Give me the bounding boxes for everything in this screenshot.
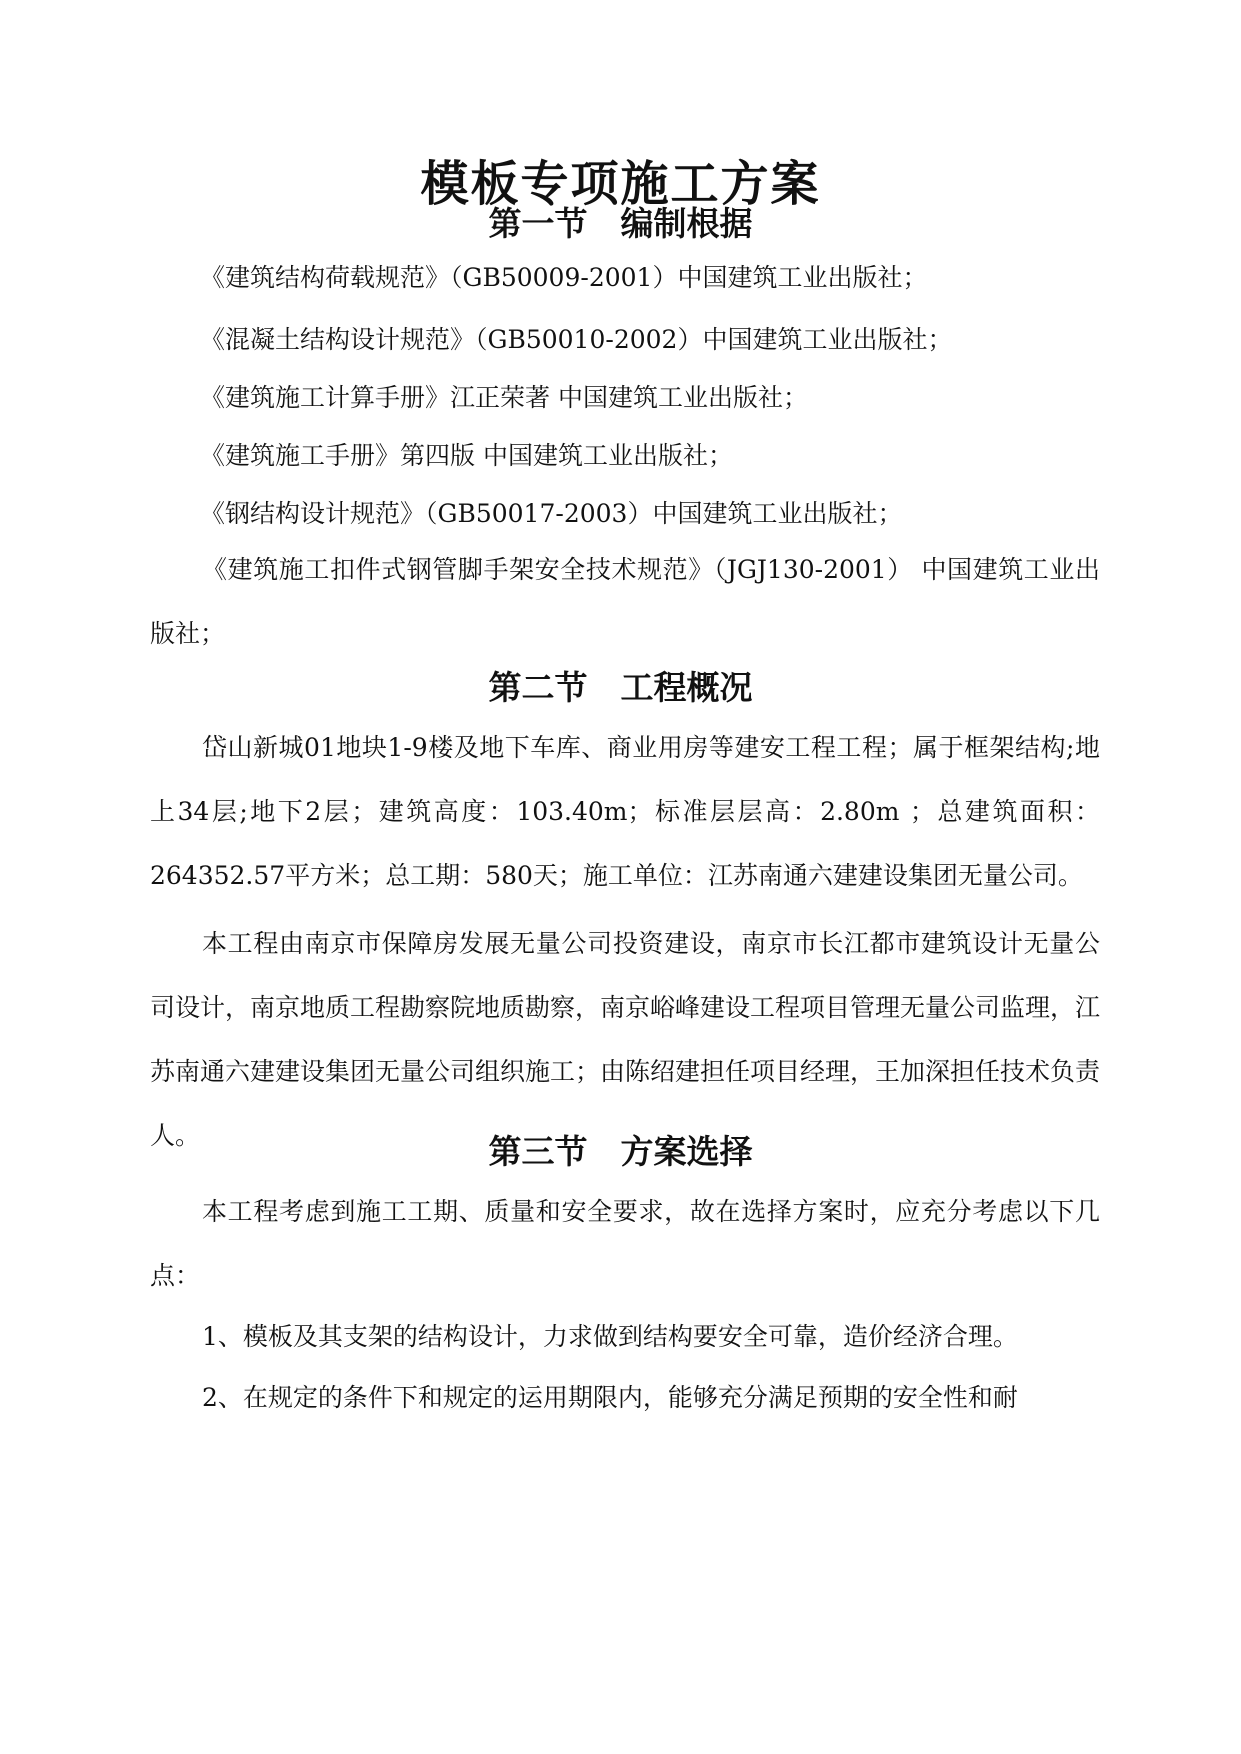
body-paragraph: 本工程由南京市保障房发展无量公司投资建设，南京市长江都市建筑设计无量公司设计，南京地质工程勘察院地质勘察，南京峪峰建设工程项目管理无量公司监理，江苏南通六建建设集团无量公司组织施工；由陈绍建担任项目经理，王加深担任技术负责人。 (150, 929, 1101, 1150)
section-heading-3: 第三节 方案选择 (488, 1132, 753, 1171)
reference-item: 《建筑施工计算手册》江正荣著 中国建筑工业出版社； (200, 383, 808, 412)
reference-item: 《建筑施工手册》第四版 中国建筑工业出版社； (200, 441, 733, 470)
reference-item: 《混凝土结构设计规范》（GB50010-2002）中国建筑工业出版社； (200, 325, 953, 354)
reference-item: 《建筑结构荷载规范》（GB50009-2001）中国建筑工业出版社； (200, 263, 928, 292)
section-heading-2: 第二节 工程概况 (488, 668, 753, 707)
list-item: 2、在规定的条件下和规定的运用期限内，能够充分满足预期的安全性和耐 (202, 1383, 1018, 1412)
reference-item: 《钢结构设计规范》（GB50017-2003）中国建筑工业出版社； (200, 499, 903, 528)
page-title: 模板专项施工方案 (420, 156, 821, 212)
body-paragraph: 岱山新城01地块1-9楼及地下车库、商业用房等建安工程工程；属于框架结构;地上34层;地下2层；建筑高度：103.40m；标准层层高：2.80m ；总建筑面积：264352.57平方米；总工期：580天；施工单位：江苏南通六建建设集团无量公司。 (150, 733, 1100, 890)
list-item: 1、模板及其支架的结构设计，力求做到结构要安全可靠，造价经济合理。 (202, 1322, 1018, 1351)
reference-item: 《建筑施工扣件式钢管脚手架安全技术规范》（JGJ130-2001） 中国建筑工业出版社； (150, 555, 1100, 648)
body-paragraph: 本工程考虑到施工工期、质量和安全要求，故在选择方案时，应充分考虑以下几点： (150, 1197, 1100, 1290)
section-heading-1: 第一节 编制根据 (488, 204, 753, 243)
